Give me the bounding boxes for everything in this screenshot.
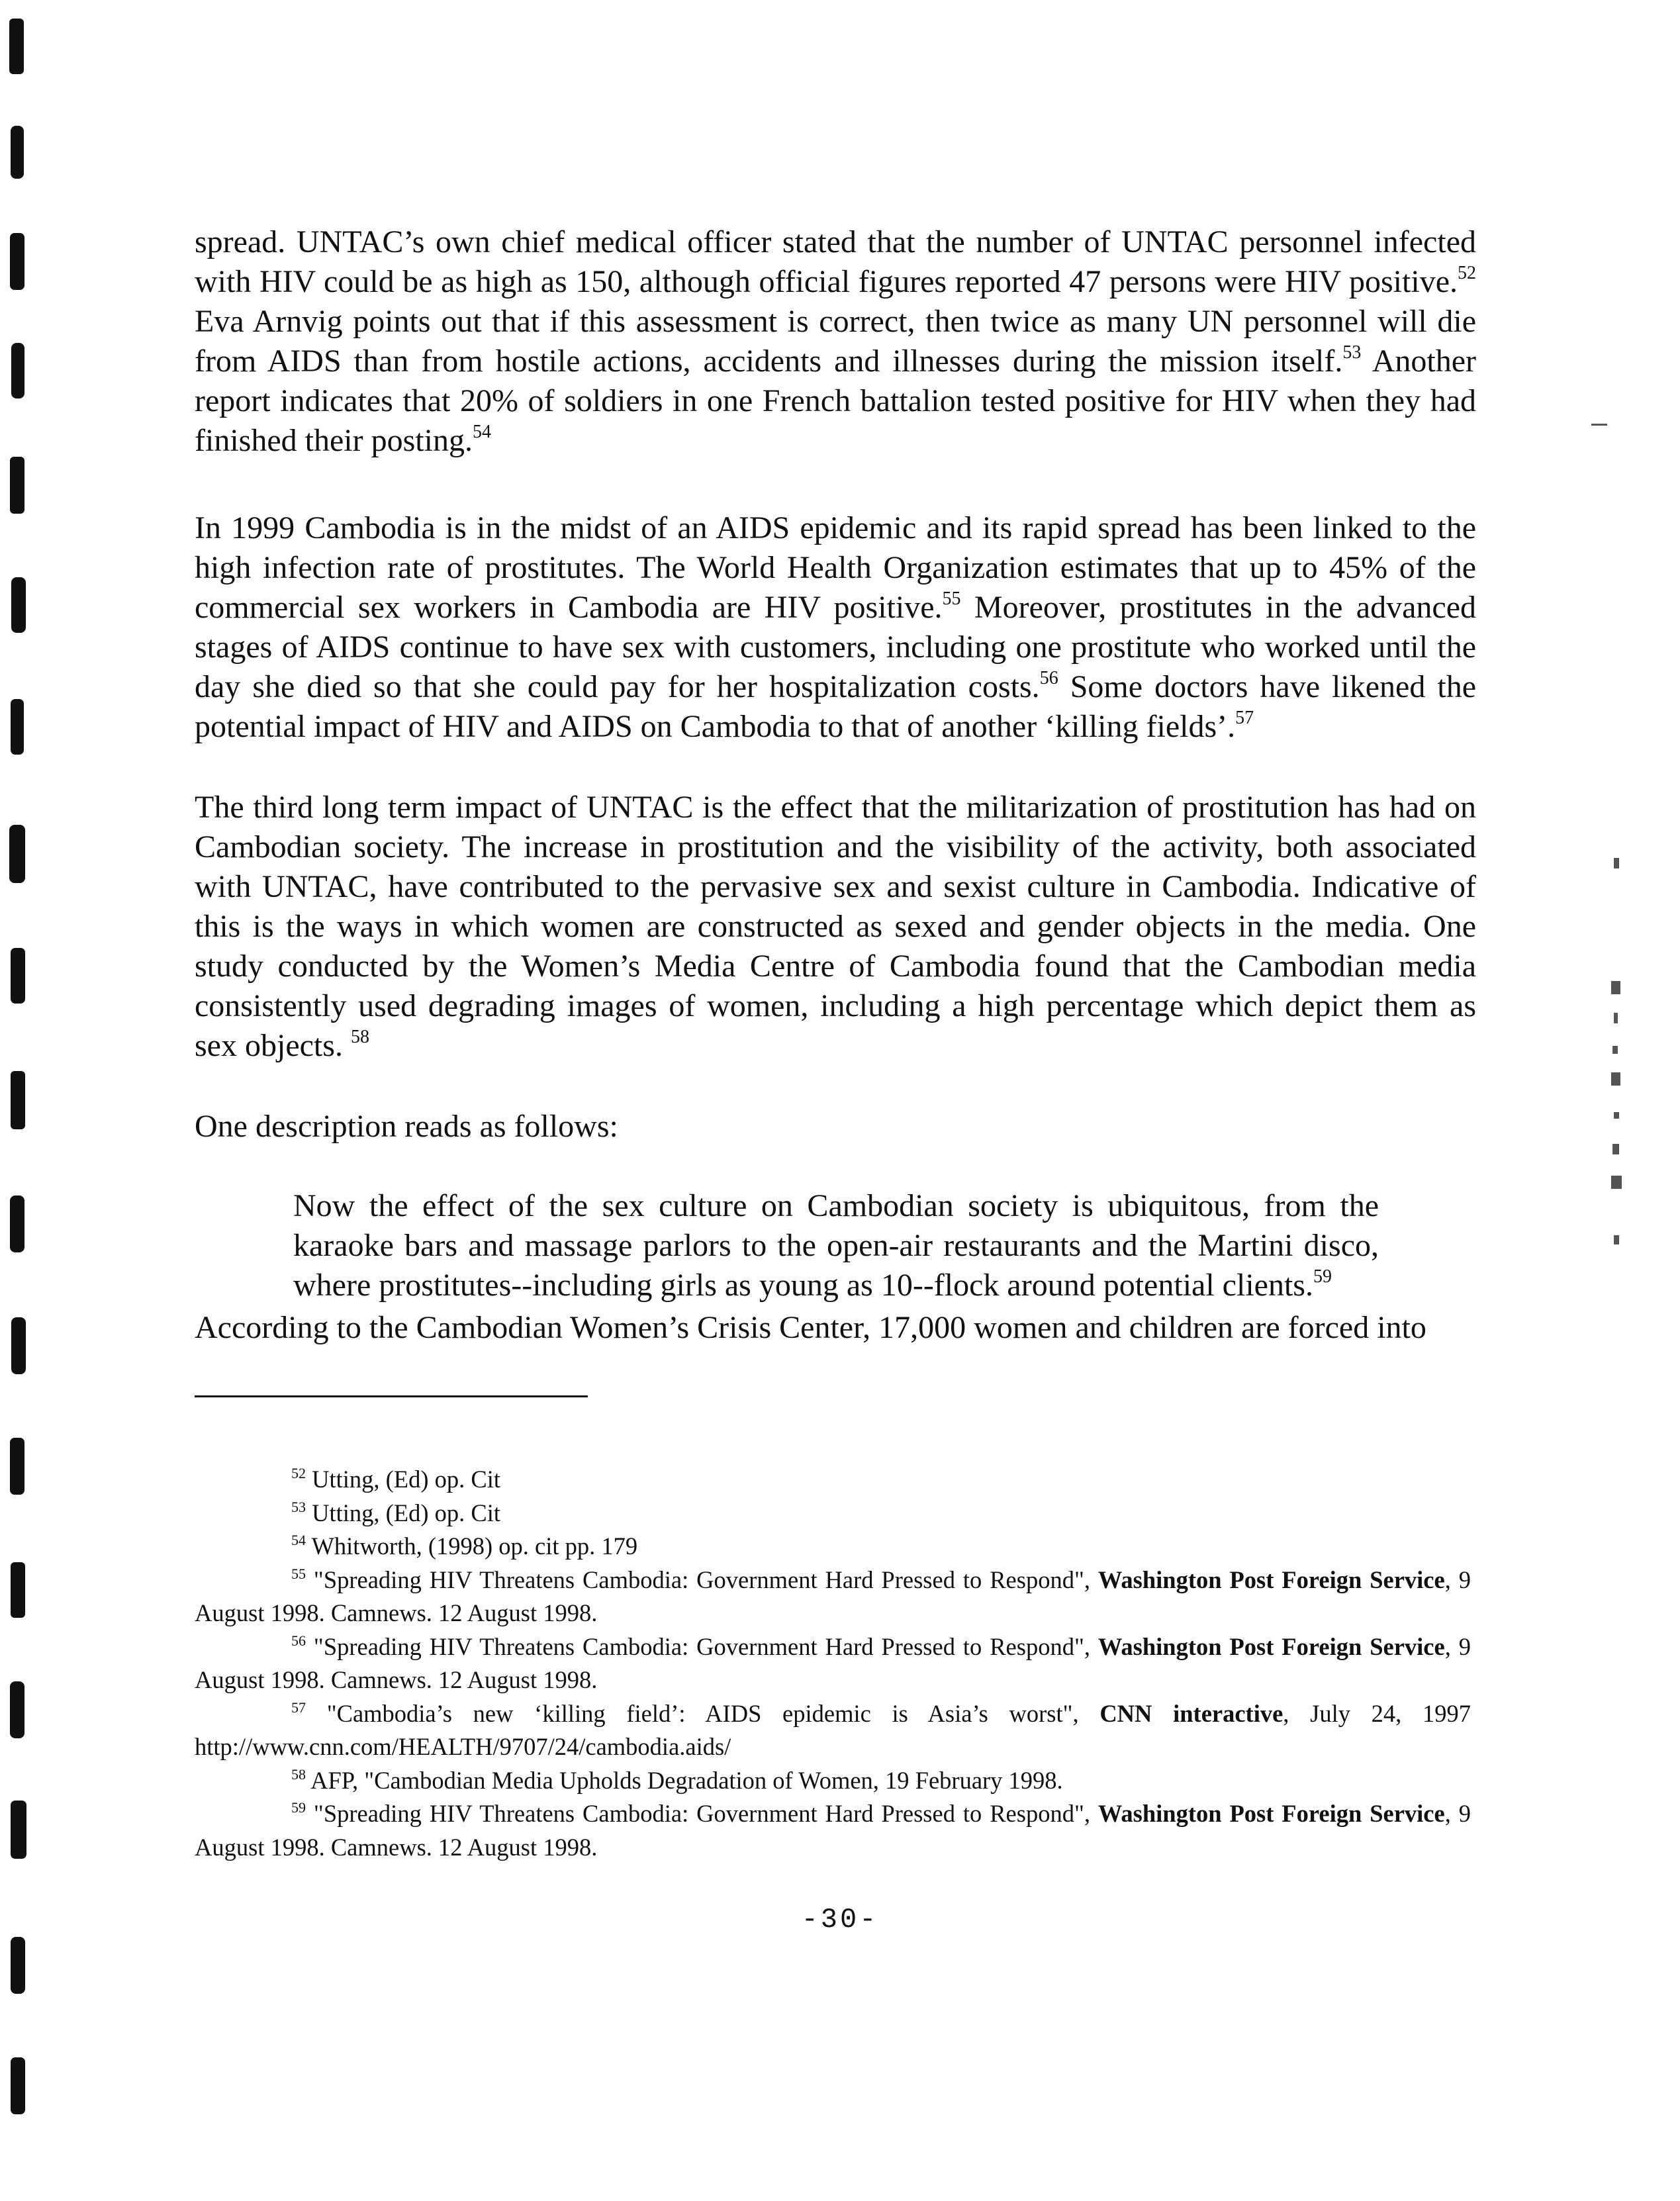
footnote-text: AFP, "Cambodian Media Upholds Degradation of Women, 19 February 1998.: [306, 1766, 1063, 1794]
footnote-number: 57: [291, 1699, 306, 1716]
footnote-ref[interactable]: 55: [942, 588, 961, 609]
footnote-text: "Spreading HIV Threatens Cambodia: Government Hard Pressed to Respond",: [306, 1800, 1098, 1827]
footnote-ref[interactable]: 59: [1313, 1266, 1332, 1287]
footnote-separator: [195, 1395, 588, 1397]
binding-holes-decoration: [0, 0, 79, 2201]
footnote-ref[interactable]: 58: [350, 1027, 369, 1047]
paragraph-2: [195, 508, 1476, 747]
paragraph-text: spread. UNTAC’s own chief medical officer stated that the number of UNTAC personnel infected with HIV could be as high as 150, although official figures reported 47 persons were HIV positive.: [195, 224, 1476, 299]
footnote-text: , 9 August 1998. Camnews. 12 August 1998.: [195, 1800, 1471, 1861]
footnote-source: Washington Post Foreign Service: [1097, 1800, 1445, 1827]
footnote-number: 58: [291, 1765, 306, 1783]
footnote-source: Washington Post Foreign Service: [1097, 1632, 1445, 1660]
footnote-number: 53: [291, 1498, 306, 1515]
paragraph-5: [195, 1308, 1476, 1348]
paragraph-text: According to the Cambodian Women’s Crisis Center, 17,000 women and children are forced into: [195, 1310, 1426, 1345]
footnote-56: [195, 1630, 1471, 1697]
footnote-ref[interactable]: 52: [1458, 263, 1476, 283]
footnote-text: Whitworth, (1998) op. cit pp. 179: [306, 1532, 638, 1560]
footnote-text: Utting, (Ed) op. Cit: [306, 1499, 501, 1526]
page-number: -30-: [801, 1904, 879, 1936]
footnote-59: [195, 1797, 1471, 1864]
footnote-53: [195, 1497, 1471, 1530]
footnote-ref[interactable]: 54: [472, 422, 491, 442]
footnote-ref[interactable]: 56: [1039, 668, 1058, 688]
footnote-number: 59: [291, 1799, 306, 1816]
paragraph-text: One description reads as follows:: [195, 1109, 618, 1144]
paragraph-4: [195, 1107, 1476, 1147]
paragraph-text: Eva Arnvig points out that if this assessment is correct, then twice as many UN personnel will die from AIDS than from hostile actions, accidents and illnesses during the mission itself.: [195, 304, 1476, 379]
footnote-ref[interactable]: 53: [1342, 342, 1362, 363]
paragraph-text: Moreover, prostitutes in the advanced stages of AIDS continue to have sex with customers, including one prostitute who worked until the day she died so that she could pay for her hospitalization costs.: [195, 590, 1476, 704]
block-quote: [293, 1186, 1379, 1305]
paragraph-text: Some doctors have likened the potential impact of HIV and AIDS on Cambodia to that of another ‘killing fields’.: [195, 669, 1476, 744]
footnote-52: [195, 1463, 1471, 1497]
footnote-57: [195, 1697, 1471, 1764]
footnote-54: [195, 1530, 1471, 1564]
footnote-text: , 9 August 1998. Camnews. 12 August 1998.: [195, 1632, 1471, 1693]
footnote-58: [195, 1764, 1471, 1798]
footnote-text: Utting, (Ed) op. Cit: [306, 1466, 501, 1493]
paragraph-3: [195, 788, 1476, 1066]
scan-marks-decoration: [1575, 0, 1680, 2201]
paragraph-1: [195, 222, 1476, 461]
footnote-number: 56: [291, 1632, 306, 1649]
paragraph-text: The third long term impact of UNTAC is the effect that the militarization of prostitution has had on Cambodian society. The increase in prostitution and the visibility of the activity, both associated with UNTAC, have contributed to the pervasive sex and sexist culture in Cambodia. Indicative of this is the ways in which women are constructed as sexed and gender objects in the media. One study conducted by the Women’s Media Centre of Cambodia found that the Cambodian media consistently used degrading images of women, including a high percentage which depict them as sex objects.: [195, 790, 1476, 1063]
footnote-text: , 9 August 1998. Camnews. 12 August 1998.: [195, 1566, 1471, 1626]
footnotes: [195, 1463, 1471, 1864]
footnote-text: , July 24, 1997 http://www.cnn.com/HEALTH/9707/24/cambodia.aids/: [195, 1699, 1471, 1760]
footnote-ref[interactable]: 57: [1235, 708, 1254, 728]
footnote-number: 52: [291, 1465, 306, 1481]
footnote-text: "Spreading HIV Threatens Cambodia: Government Hard Pressed to Respond",: [306, 1632, 1098, 1660]
footnote-number: 54: [291, 1532, 306, 1548]
footnote-source: CNN interactive: [1099, 1699, 1283, 1727]
quote-text: Now the effect of the sex culture on Cambodian society is ubiquitous, from the karaoke bars and massage parlors to the open-air restaurants and the Martini disco, where prostitutes--including girls as young as 10--flock around potential clients.: [293, 1188, 1379, 1303]
footnote-source: Washington Post Foreign Service: [1097, 1566, 1445, 1593]
paragraph-text: Another report indicates that 20% of soldiers in one French battalion tested positive for HIV when they had finished their posting.: [195, 344, 1476, 458]
paragraph-text: In 1999 Cambodia is in the midst of an AIDS epidemic and its rapid spread has been linked to the high infection rate of prostitutes. The World Health Organization estimates that up to 45% of the commercial sex workers in Cambodia are HIV positive.: [195, 510, 1476, 625]
footnote-text: "Spreading HIV Threatens Cambodia: Government Hard Pressed to Respond",: [306, 1566, 1098, 1593]
footnote-55: [195, 1564, 1471, 1630]
footnote-number: 55: [291, 1565, 306, 1582]
footnote-text: "Cambodia’s new ‘killing field’: AIDS epidemic is Asia’s worst",: [306, 1699, 1100, 1727]
